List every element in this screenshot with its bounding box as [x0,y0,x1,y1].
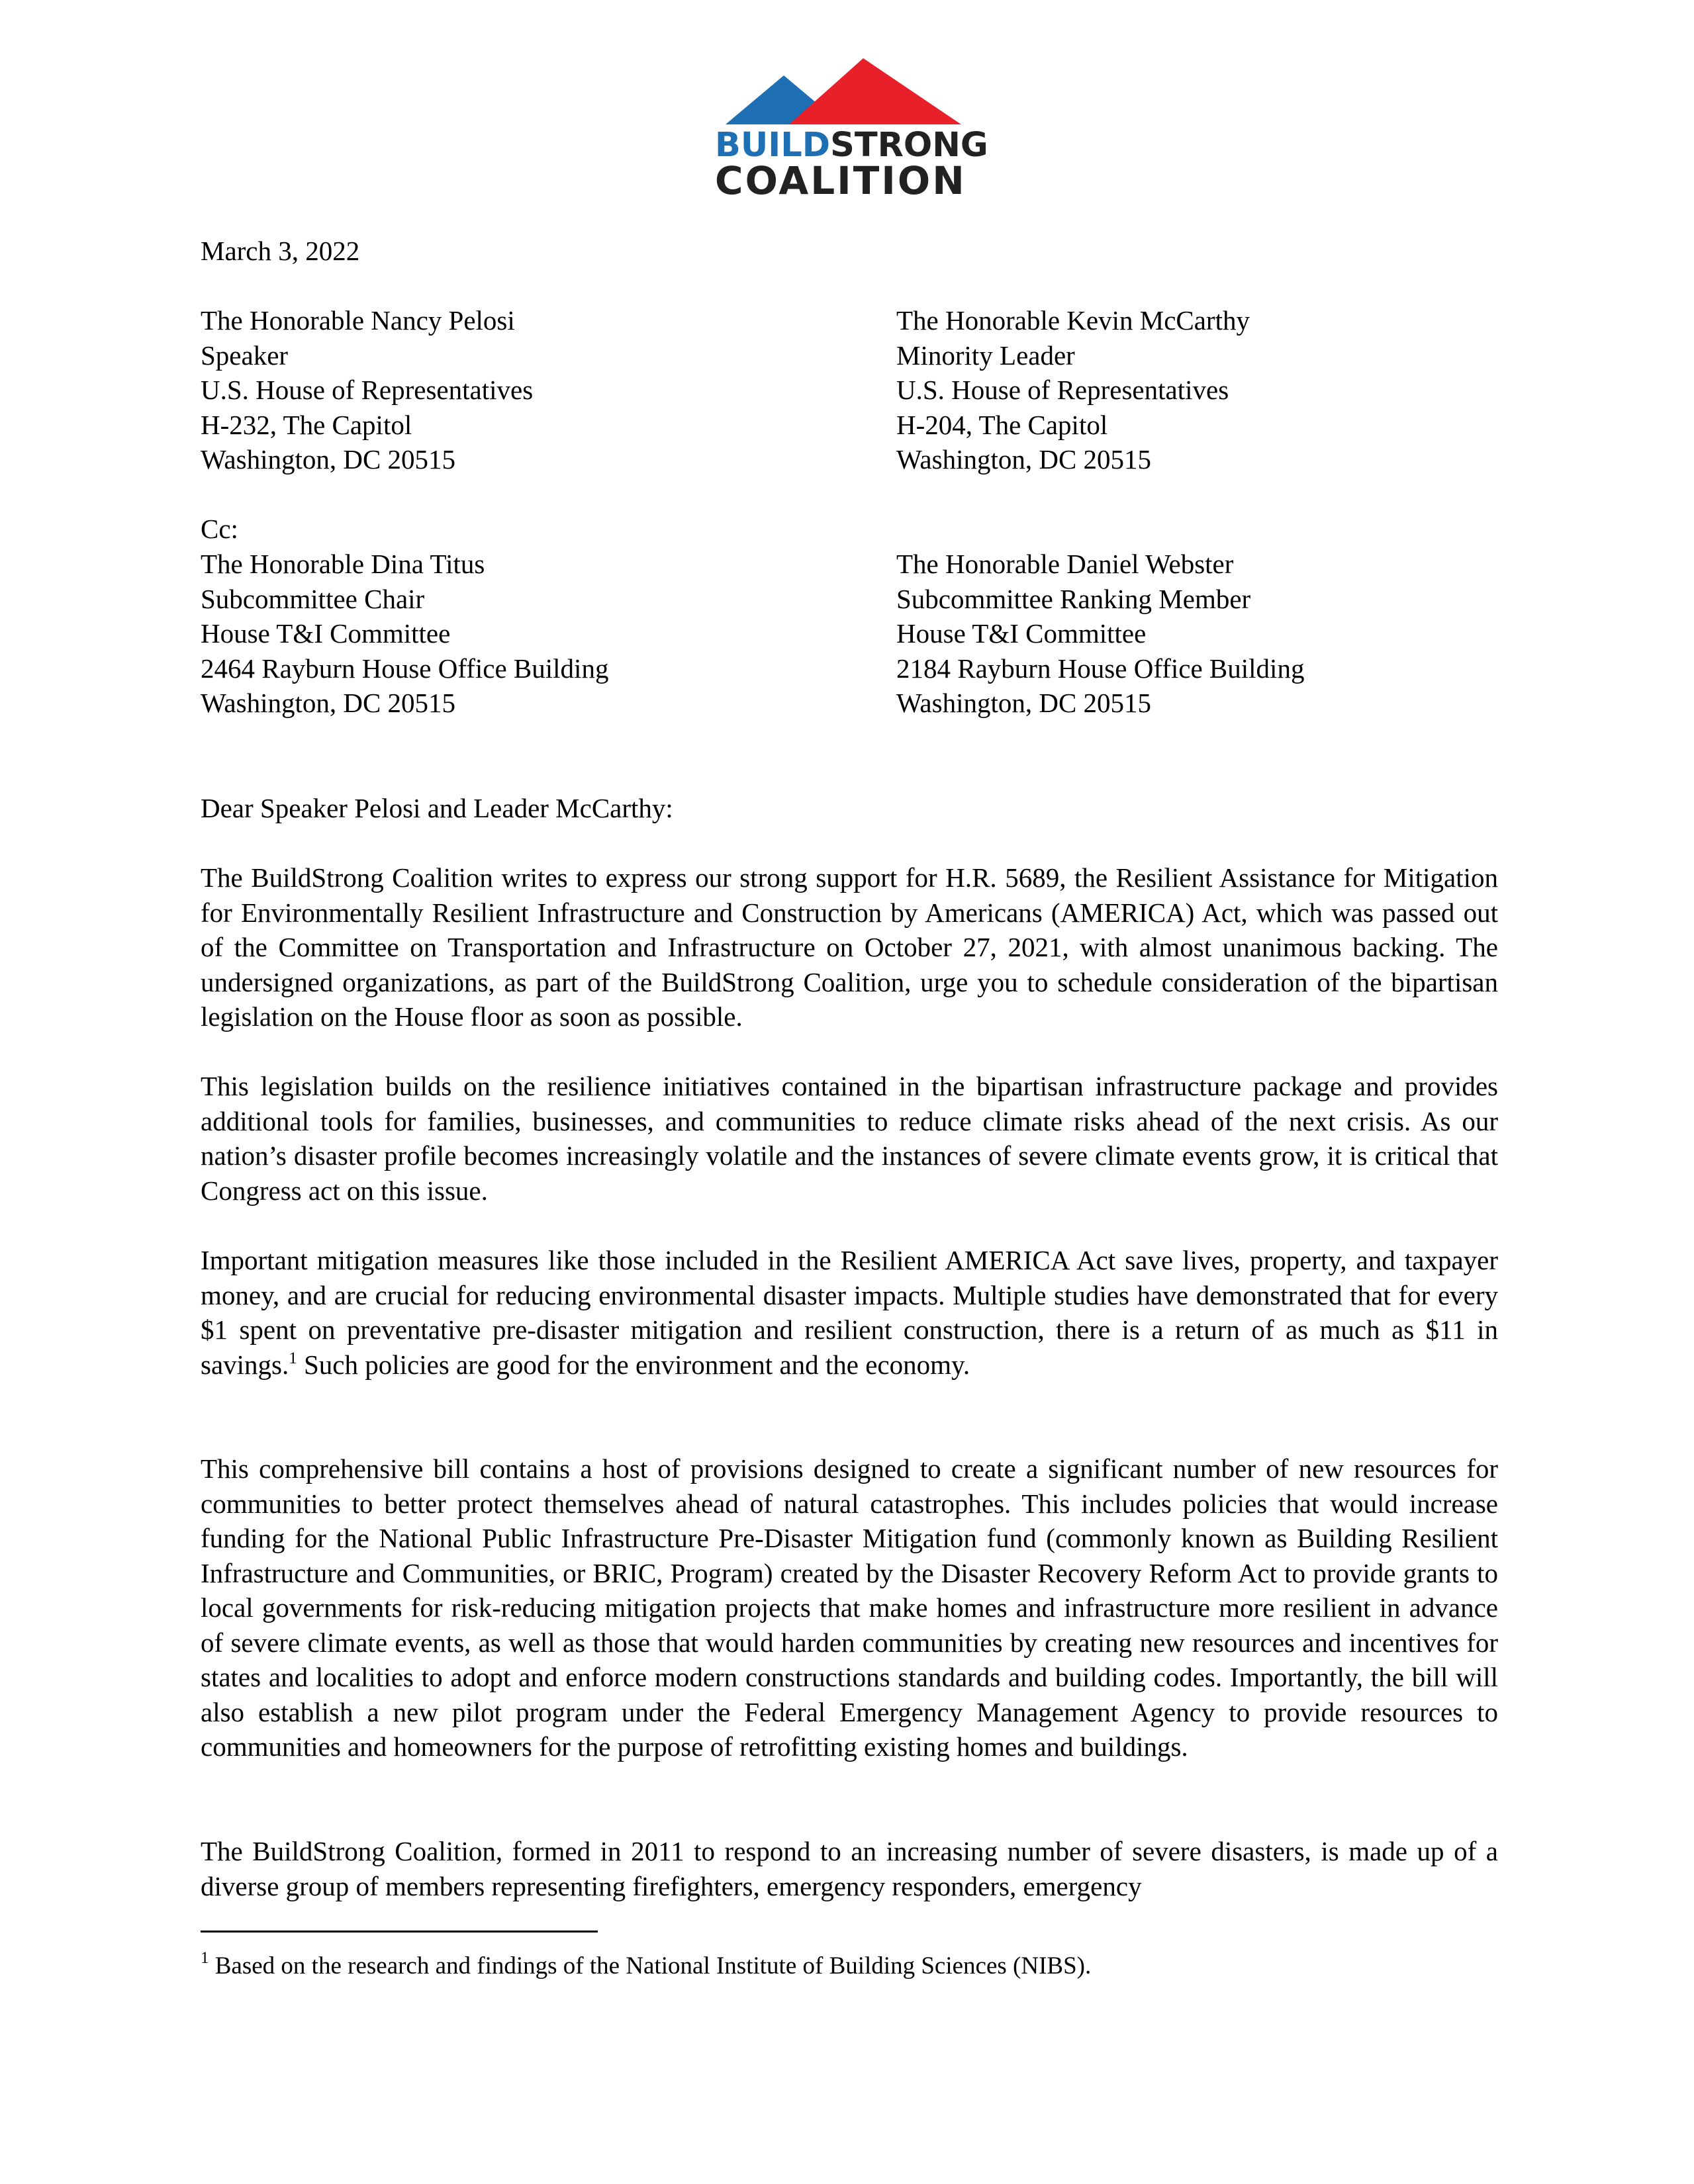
logo-word-build: BUILD [715,126,831,165]
addressee-left-line: U.S. House of Representatives [201,375,534,405]
cc-left-line: 2464 Rayburn House Office Building [201,653,609,684]
body-paragraph-3 [201,1243,1498,1382]
red-roof-shape [789,58,961,124]
footnote [201,1951,1091,1981]
footnote-text: Based on the research and findings of the National Institute of Building Sciences (NIBS). [209,1952,1092,1979]
body-paragraph-2: This legislation builds on the resilience initiatives contained in the bipartisan infrastructure package and provides additional tools for families, businesses, and communities to reduce climate risks ahead of the next crisis. As our nation’s disaster profile becomes increasingly volatile and the instances of severe climate events grow, it is critical that Congress act on this issue. [201,1071,1498,1206]
footnote-divider [201,1931,598,1933]
cc-left [201,547,608,721]
addressee-right-line: Minority Leader [896,340,1075,371]
body-paragraph-5: The BuildStrong Coalition, formed in 2011 to respond to an increasing number of severe disasters, is made up of a diverse group of members representing firefighters, emergency responders, emergency [201,1836,1498,1901]
cc-left-line: Subcommittee Chair [201,583,425,614]
roof-icon [715,56,980,128]
cc-right-line: The Honorable Daniel Webster [896,549,1234,579]
salutation: Dear Speaker Pelosi and Leader McCarthy: [201,793,673,823]
cc-left-line: House T&I Committee [201,618,451,649]
buildstrong-logo [715,56,988,203]
cc-left-line: The Honorable Dina Titus [201,549,485,579]
body-paragraph-1: The BuildStrong Coalition writes to express our strong support for H.R. 5689, the Resilient Assistance for Mitigation for Environmentally Resilient Infrastructure and Construction by Americans (AMERICA) Act, which was passed out of the Committee on Transportation and Infrastructure on October 27, 2021, with almost unanimous backing. The undersigned organizations, as part of the BuildStrong Coalition, urge you to schedule consideration of the bipartisan legislation on the House floor as soon as possible. [201,862,1498,1032]
cc-right-line: House T&I Committee [896,618,1147,649]
body-paragraph-3-text: Important mitigation measures like those included in the Resilient AMERICA Act save lives, property, and taxpayer money, and are crucial for reducing environmental disaster impacts. Multiple studies have demonstrated that for every $1 spent on preventative pre-disaster mitigation and resilient construction, there is a return of as much as $11 in savings. [201,1245,1498,1380]
logo-word-strong: STRONG [830,126,988,165]
cc-left-line: Washington, DC 20515 [201,688,456,718]
cc-right-line: Washington, DC 20515 [896,688,1152,718]
addressee-right [896,303,1250,477]
cc-right-line: Subcommittee Ranking Member [896,583,1251,614]
addressee-left-line: The Honorable Nancy Pelosi [201,305,515,336]
footnote-marker: 1 [201,1949,209,1967]
addressee-right-line: H-204, The Capitol [896,409,1108,440]
letter-date: March 3, 2022 [201,236,360,266]
addressee-right-line: U.S. House of Representatives [896,375,1229,405]
cc-right [896,547,1304,721]
addressee-right-line: The Honorable Kevin McCarthy [896,305,1250,336]
addressee-left-line: Washington, DC 20515 [201,444,456,475]
cc-right-line: 2184 Rayburn House Office Building [896,653,1305,684]
logo-word-coalition: COALITION [715,158,966,203]
body-paragraph-3-text-end: Such policies are good for the environment and the economy. [297,1349,970,1380]
addressee-left [201,303,533,477]
cc-label: Cc: [201,514,238,544]
addressee-left-line: Speaker [201,340,289,371]
addressee-right-line: Washington, DC 20515 [896,444,1152,475]
addressee-left-line: H-232, The Capitol [201,409,412,440]
footnote-reference: 1 [289,1349,297,1367]
body-paragraph-4: This comprehensive bill contains a host of provisions designed to create a significant number of new resources for communities to better protect themselves ahead of natural catastrophes. This includes policies that would increase funding for the National Public Infrastructure Pre-Disaster Mitigation fund (commonly known as Building Resilient Infrastructure and Communities, or BRIC, Program) created by the Disaster Recovery Reform Act to provide grants to local governments for risk-reducing mitigation projects that make homes and infrastructure more resilient in advance of severe climate events, as well as those that would harden communities by creating new resources and incentives for states and localities to adopt and enforce modern constructions standards and building codes. Importantly, the bill will also establish a new pilot program under the Federal Emergency Management Agency to provide resources to communities and homeowners for the purpose of retrofitting existing homes and buildings. [201,1453,1498,1762]
